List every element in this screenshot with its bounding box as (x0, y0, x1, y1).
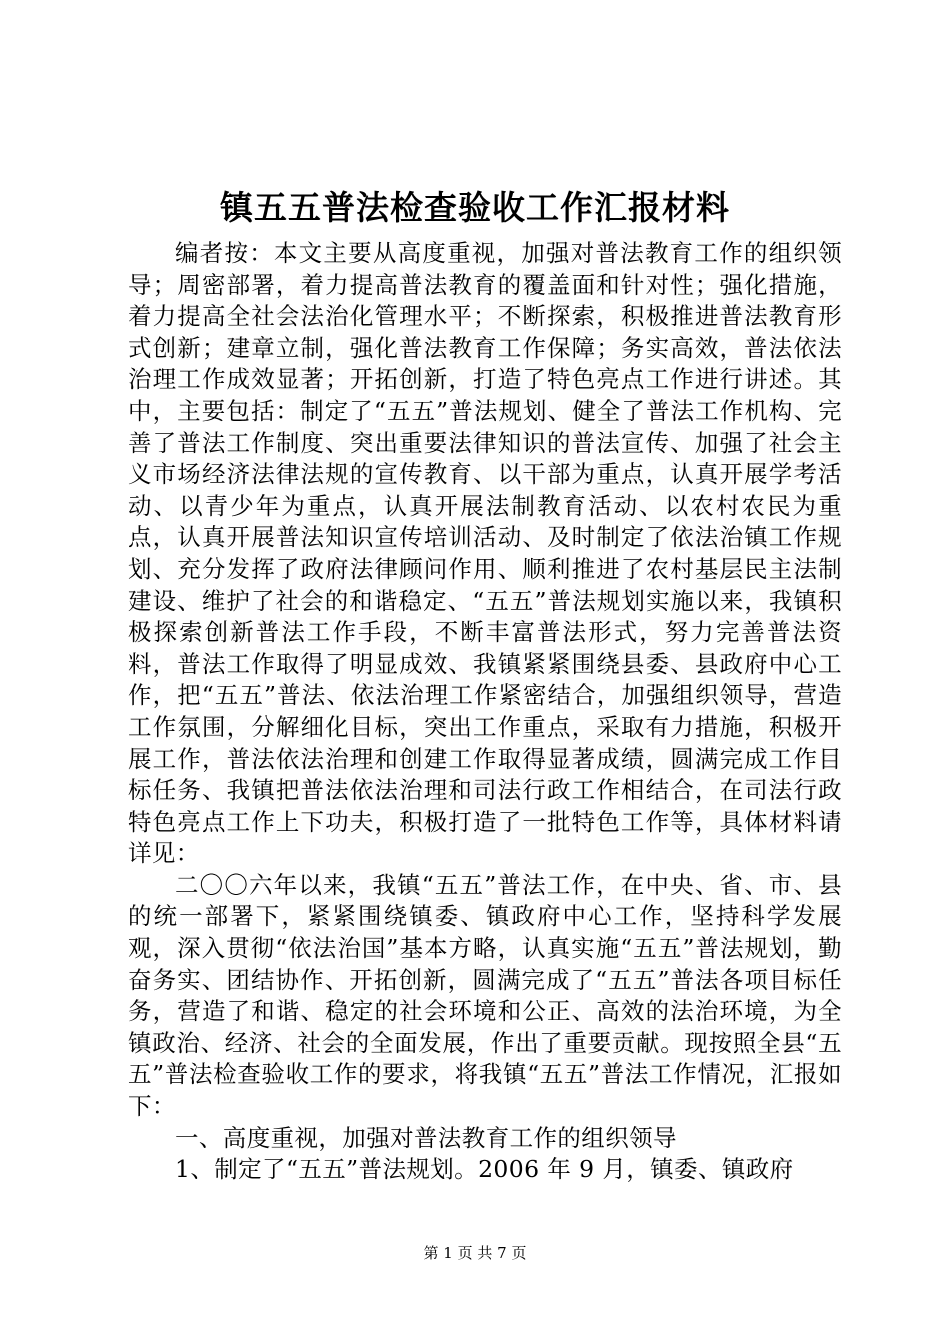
intro-paragraph: 二〇〇六年以来，我镇“五五”普法工作，在中央、省、市、县的统一部署下，紧紧围绕镇委、镇政府中心工作，坚持科学发展观，深入贯彻“依法治国”基本方略，认真实施“五五”普法规划，勤奋务实、团结协作、开拓创新，圆满完成了“五五”普法各项目标任务，营造了和谐、稳定的社会环境和公正、高效的法治环境，为全镇政治、经济、社会的全面发展，作出了重要贡献。现按照全县“五五”普法检查验收工作的要求，将我镇“五五”普法工作情况，汇报如下： (128, 870, 842, 1121)
subsection-paragraph: 1、制定了“五五”普法规划。2006 年 9 月，镇委、镇政府 (175, 1155, 794, 1184)
page-number-footer: 第 1 页 共 7 页 (423, 1244, 527, 1262)
editor-note-paragraph: 编者按：本文主要从高度重视，加强对普法教育工作的组织领导；周密部署，着力提高普法教育的覆盖面和针对性；强化措施，着力提高全社会法治化管理水平；不断探索，积极推进普法教育形式创新；建章立制，强化普法教育工作保障；务实高效，普法依法治理工作成效显著；开拓创新，打造了特色亮点工作进行讲述。其中，主要包括：制定了“五五”普法规划、健全了普法工作机构、完善了普法工作制度、突出重要法律知识的普法宣传、加强了社会主义市场经济法律法规的宣传教育、以干部为重点，认真开展学考活动、以青少年为重点，认真开展法制教育活动、以农村农民为重点，认真开展普法知识宣传培训活动、及时制定了依法治镇工作规划、充分发挥了政府法律顾问作用、顺利推进了农村基层民主法制建设、维护了社会的和谐稳定、“五五”普法规划实施以来，我镇积极探索创新普法工作手段，不断丰富普法形式，努力完善普法资料，普法工作取得了明显成效、我镇紧紧围绕县委、县政府中心工作，把“五五”普法、依法治理工作紧密结合，加强组织领导，营造工作氛围，分解细化目标，突出工作重点，采取有力措施，积极开展工作，普法依法治理和创建工作取得显著成绩，圆满完成工作目标任务、我镇把普法依法治理和司法行政工作相结合，在司法行政特色亮点工作上下功夫，积极打造了一批特色工作等，具体材料请详见： (128, 239, 842, 868)
document-title: 镇五五普法检查验收工作汇报材料 (220, 188, 730, 227)
document-body (128, 238, 842, 1186)
section-heading: 一、高度重视，加强对普法教育工作的组织领导 (175, 1123, 677, 1152)
